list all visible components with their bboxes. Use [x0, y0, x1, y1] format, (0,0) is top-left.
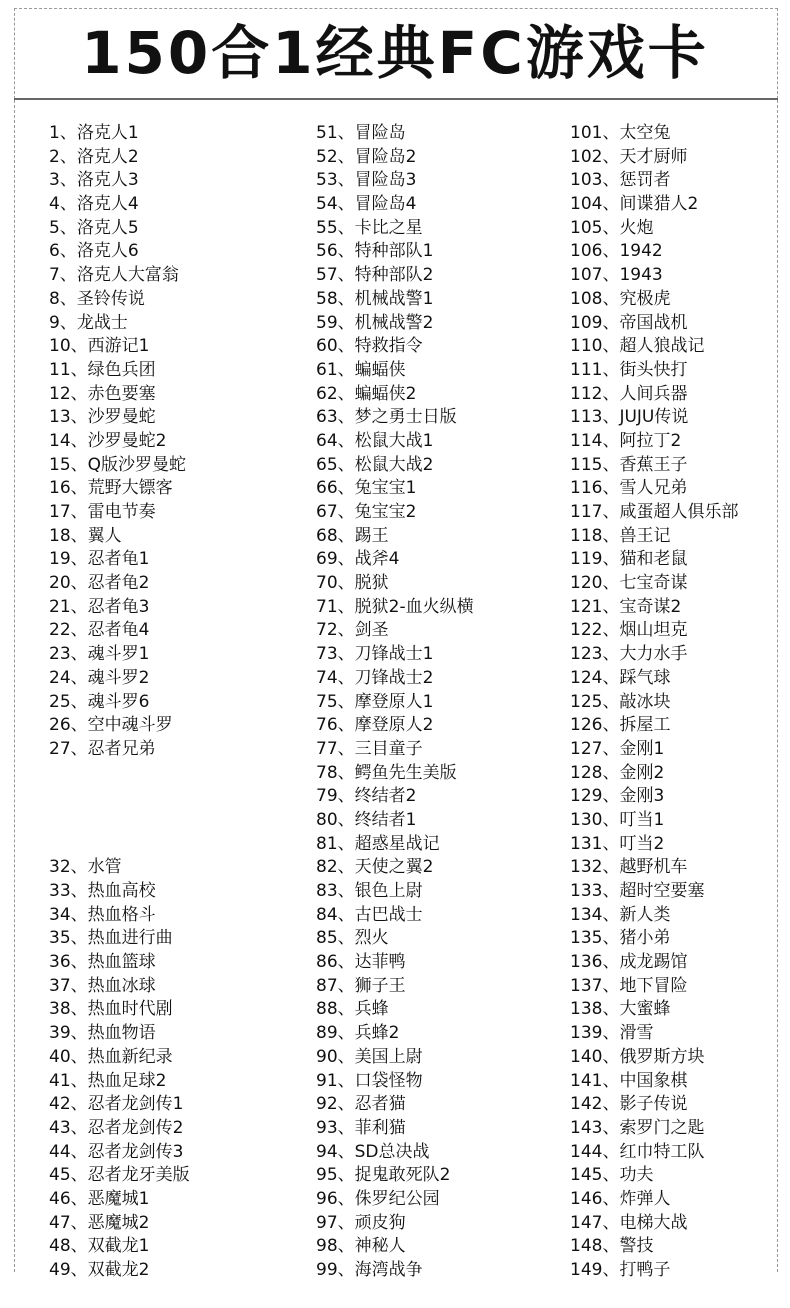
game-list-item: 74、刀锋战士2: [316, 667, 434, 688]
game-list-item: 37、热血冰球: [49, 975, 156, 996]
game-list-item: 43、忍者龙剑传2: [49, 1117, 184, 1138]
game-list-item: 95、捉鬼敢死队2: [316, 1165, 451, 1186]
game-list-item: 144、红巾特工队: [570, 1141, 705, 1162]
game-list-item: 129、金刚3: [570, 786, 665, 807]
game-list-item: 115、香蕉王子: [570, 454, 688, 475]
game-list-item: 126、拆屋工: [570, 715, 671, 736]
game-list-item: 62、蝙蝠侠2: [316, 383, 417, 404]
game-list-item: 27、忍者兄弟: [49, 738, 156, 759]
game-list-item: 120、七宝奇谋: [570, 573, 688, 594]
game-list-item: 94、SD总决战: [316, 1141, 430, 1162]
game-list-item: 13、沙罗曼蛇: [49, 407, 156, 428]
game-list-item: 32、水管: [49, 857, 122, 878]
game-list-item: 1、洛克人1: [49, 123, 139, 143]
game-list-item: 68、踢王: [316, 525, 389, 546]
left-border: [14, 100, 15, 1272]
game-list-group-1b: [49, 856, 190, 1282]
game-list-item: 58、机械战警1: [316, 288, 434, 309]
game-list-item: 83、银色上尉: [316, 881, 423, 901]
game-list-item: 39、热血物语: [49, 1023, 156, 1044]
right-border: [777, 100, 778, 1272]
game-list-item: 111、街头快打: [570, 359, 688, 380]
game-list-item: 55、卡比之星: [316, 217, 423, 238]
game-list-item: 128、金刚2: [570, 762, 665, 783]
game-list-item: 149、打鸭子: [570, 1260, 671, 1280]
game-list-item: 147、电梯大战: [570, 1212, 688, 1233]
game-list-item: 103、惩罚者: [570, 170, 671, 191]
game-list-item: 82、天使之翼2: [316, 857, 434, 878]
title-divider: [14, 98, 778, 100]
game-list-item: 3、洛克人3: [49, 170, 139, 191]
game-list-item: 145、功夫: [570, 1165, 654, 1186]
game-list-item: 116、雪人兄弟: [570, 478, 688, 499]
game-list-item: 113、JUJU传说: [570, 407, 689, 428]
game-list-item: 12、赤色要塞: [49, 383, 156, 404]
game-list-item: 91、口袋怪物: [316, 1070, 423, 1091]
game-list-column-1: [49, 122, 190, 1283]
game-list-item: 78、鳄鱼先生美版: [316, 762, 457, 783]
game-list-item: 73、刀锋战士1: [316, 644, 434, 665]
game-list-item: 19、忍者龟1: [49, 549, 150, 570]
game-list-item: 69、战斧4: [316, 549, 400, 570]
game-list-item: 88、兵蜂: [316, 999, 389, 1020]
game-list-item: 93、菲利猫: [316, 1117, 406, 1138]
game-list-item: 81、超惑星战记: [316, 833, 440, 854]
game-list-item: 137、地下冒险: [570, 975, 688, 996]
game-list-item: 40、热血新纪录: [49, 1046, 173, 1067]
game-list-item: 61、蝙蝠侠: [316, 359, 406, 380]
game-list-item: 134、新人类: [570, 904, 671, 925]
game-list-item: 57、特种部队2: [316, 265, 434, 286]
game-list-item: 11、绿色兵团: [49, 359, 156, 380]
game-list-item: 49、双截龙2: [49, 1260, 150, 1281]
game-list-item: 71、脱狱2-血火纵横: [316, 596, 474, 617]
game-list-item: 60、特救指令: [316, 336, 423, 357]
game-list-item: 18、翼人: [49, 525, 122, 546]
game-list-item: 80、终结者1: [316, 809, 417, 830]
game-list-item: 14、沙罗曼蛇2: [49, 430, 167, 451]
game-list-item: 96、侏罗纪公园: [316, 1188, 440, 1209]
game-list-item: 5、洛克人5: [49, 217, 139, 238]
game-list-item: 141、中国象棋: [570, 1070, 688, 1091]
game-list-item: 54、冒险岛4: [316, 194, 417, 215]
list-gap: [49, 762, 190, 857]
game-list-item: 139、滑雪: [570, 1023, 654, 1044]
game-list-item: 66、兔宝宝1: [316, 478, 417, 499]
game-list-item: 110、超人狼战记: [570, 336, 705, 357]
game-list-item: 76、摩登原人2: [316, 715, 434, 736]
game-list-item: 4、洛克人4: [49, 194, 139, 215]
game-list-item: 7、洛克人大富翁: [49, 265, 179, 286]
game-list-item: 107、1943: [570, 265, 663, 286]
game-list-item: 51、冒险岛: [316, 123, 406, 143]
game-list-item: 16、荒野大镖客: [49, 478, 173, 499]
game-list-item: 34、热血格斗: [49, 904, 156, 925]
game-list-group-2: [316, 122, 474, 1283]
game-list-item: 22、忍者龟4: [49, 620, 150, 641]
game-list-item: 97、顽皮狗: [316, 1212, 406, 1233]
game-list-item: 21、忍者龟3: [49, 596, 150, 617]
game-list-item: 85、烈火: [316, 928, 389, 949]
game-list-item: 119、猫和老鼠: [570, 549, 688, 570]
game-list-item: 64、松鼠大战1: [316, 430, 434, 451]
game-list-item: 65、松鼠大战2: [316, 454, 434, 475]
game-list-item: 9、龙战士: [49, 312, 128, 333]
game-list-item: 102、天才厨师: [570, 146, 688, 167]
game-list-item: 36、热血篮球: [49, 952, 156, 973]
game-list-item: 35、热血进行曲: [49, 928, 173, 949]
game-list-item: 108、究极虎: [570, 288, 671, 309]
game-list-item: 53、冒险岛3: [316, 170, 417, 191]
game-list-item: 8、圣铃传说: [49, 288, 145, 309]
game-list-column-3: [570, 122, 738, 1283]
game-list-group-1a: [49, 122, 190, 762]
game-list-item: 104、间谍猎人2: [570, 194, 699, 215]
game-list-item: 56、特种部队1: [316, 241, 434, 262]
game-list-item: 44、忍者龙剑传3: [49, 1141, 184, 1162]
game-list-item: 101、太空兔: [570, 123, 671, 143]
game-list-item: 92、忍者猫: [316, 1094, 406, 1115]
game-list-item: 59、机械战警2: [316, 312, 434, 333]
game-list-item: 25、魂斗罗6: [49, 691, 150, 712]
game-list-item: 146、炸弹人: [570, 1188, 671, 1209]
game-list-item: 86、达菲鸭: [316, 952, 406, 973]
game-list-item: 26、空中魂斗罗: [49, 715, 173, 736]
game-list-item: 89、兵蜂2: [316, 1023, 400, 1044]
game-list-item: 142、影子传说: [570, 1094, 688, 1115]
game-list-item: 77、三目童子: [316, 738, 423, 759]
game-list-item: 118、兽王记: [570, 525, 671, 546]
game-list-item: 72、剑圣: [316, 620, 389, 641]
game-list-item: 148、警技: [570, 1236, 654, 1257]
game-list-item: 122、烟山坦克: [570, 620, 688, 641]
game-list-item: 41、热血足球2: [49, 1070, 167, 1091]
game-list-group-3: [570, 122, 738, 1283]
game-list-item: 109、帝国战机: [570, 312, 688, 333]
game-list-item: 143、索罗门之匙: [570, 1117, 705, 1138]
game-list-item: 46、恶魔城1: [49, 1188, 150, 1209]
game-list-item: 48、双截龙1: [49, 1236, 150, 1257]
game-list-item: 33、热血高校: [49, 881, 156, 902]
game-list-item: 135、猪小弟: [570, 928, 671, 949]
game-list-item: 130、叮当1: [570, 809, 665, 830]
game-list-item: 63、梦之勇士日版: [316, 407, 457, 428]
game-list-item: 42、忍者龙剑传1: [49, 1094, 184, 1115]
game-list-item: 6、洛克人6: [49, 241, 139, 262]
game-list-item: 90、美国上尉: [316, 1046, 423, 1067]
game-list-item: 124、踩气球: [570, 667, 671, 688]
game-list-item: 106、1942: [570, 241, 663, 262]
page-title: 150合1经典FC游戏卡: [81, 19, 709, 87]
game-list-item: 10、西游记1: [49, 336, 150, 357]
game-list-item: 67、兔宝宝2: [316, 502, 417, 522]
game-list-item: 121、宝奇谋2: [570, 596, 682, 617]
game-list-item: 24、魂斗罗2: [49, 667, 150, 688]
game-list-item: 136、成龙踢馆: [570, 952, 688, 973]
game-list-item: 117、咸蛋超人俱乐部: [570, 502, 739, 522]
game-list-item: 75、摩登原人1: [316, 691, 434, 712]
game-list-item: 87、狮子王: [316, 975, 406, 996]
game-list-item: 112、人间兵器: [570, 383, 688, 404]
game-list-item: 140、俄罗斯方块: [570, 1046, 705, 1067]
game-list-item: 131、叮当2: [570, 833, 665, 854]
game-list-item: 98、神秘人: [316, 1236, 406, 1257]
game-list-item: 114、阿拉丁2: [570, 430, 682, 451]
game-list-item: 38、热血时代剧: [49, 999, 173, 1020]
game-list-item: 52、冒险岛2: [316, 146, 417, 167]
game-list-item: 84、古巴战士: [316, 904, 423, 925]
game-list-item: 123、大力水手: [570, 644, 688, 665]
game-list-item: 105、火炮: [570, 217, 654, 238]
game-list-item: 45、忍者龙牙美版: [49, 1165, 190, 1186]
game-list-item: 47、恶魔城2: [49, 1212, 150, 1233]
game-list-item: 125、敲冰块: [570, 691, 671, 712]
game-list-item: 23、魂斗罗1: [49, 644, 150, 665]
game-list-item: 2、洛克人2: [49, 146, 139, 167]
game-list-item: 99、海湾战争: [316, 1260, 423, 1280]
game-list-item: 20、忍者龟2: [49, 573, 150, 594]
game-list-column-2: [316, 122, 474, 1283]
game-list-item: 133、超时空要塞: [570, 881, 705, 901]
game-list-item: 70、脱狱: [316, 573, 389, 594]
game-list-item: 17、雷电节奏: [49, 502, 156, 522]
game-list-item: 79、终结者2: [316, 786, 417, 807]
game-list-item: 138、大蜜蜂: [570, 999, 671, 1020]
game-list-item: 132、越野机车: [570, 857, 688, 878]
game-list-item: 15、Q版沙罗曼蛇: [49, 454, 187, 475]
game-list-item: 127、金刚1: [570, 738, 665, 759]
